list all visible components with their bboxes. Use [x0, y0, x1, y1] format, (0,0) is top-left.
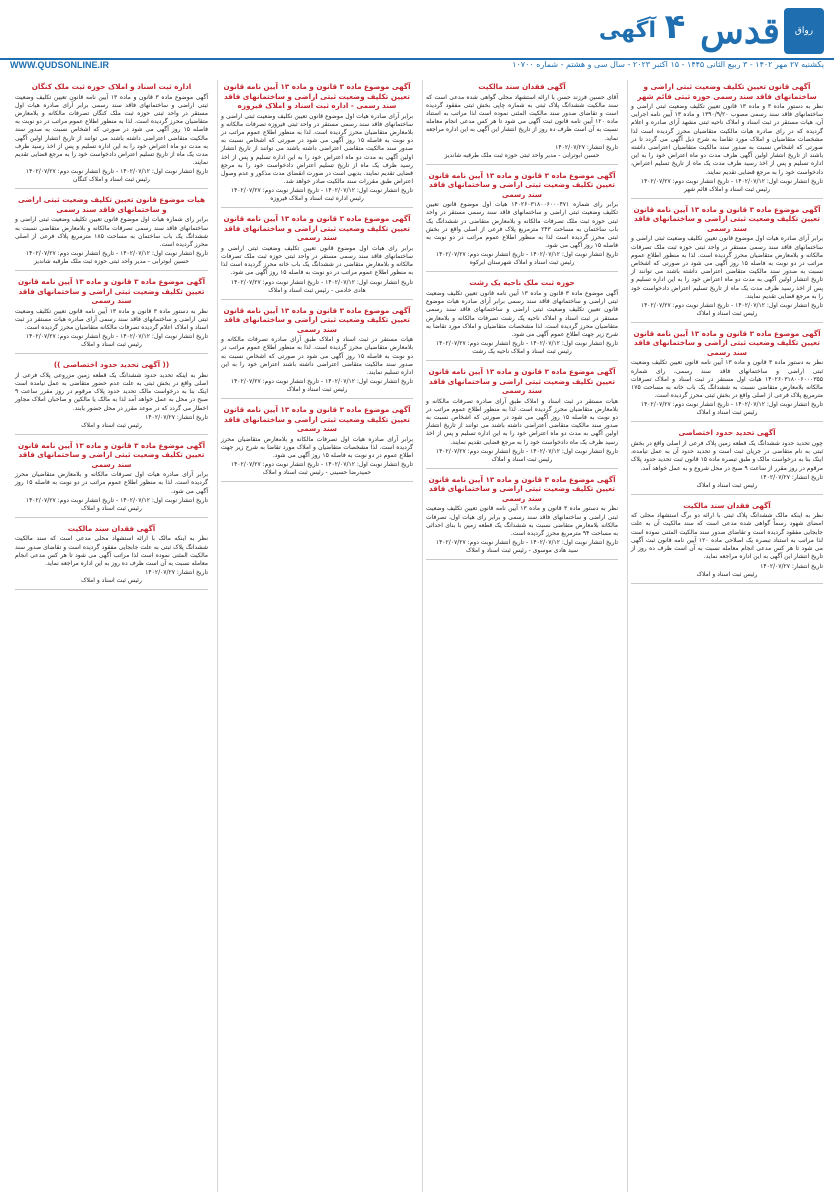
notice-date: تاریخ انتشار نوبت اول: ۱۴۰۲/۰۷/۱۲ - تاریخ انتشار نوبت دوم: ۱۴۰۲/۰۷/۲۷: [435, 251, 618, 259]
notice-signature: حمیدرضا حسینی - رئیس ثبت اسناد و املاک: [262, 469, 372, 477]
legal-notice: [631, 82, 823, 199]
notice-signature: رئیس اداره ثبت اسناد و املاک فیروزه: [270, 195, 364, 203]
notice-title: آگهی فقدان سند مالکیت: [683, 500, 771, 510]
notice-body: برابر آرای صادره هیات اول تصرفات مالکانه و بلامعارض متقاضیان محرز گردیده است. لذا به منظور اطلاع عموم مراتب در دو نوبت به فاصله ۱۵ روز آگهی می شود.: [15, 471, 208, 495]
notice-title: آگهی موضوع ماده ۳ قانون و ماده ۱۳ آیین نامه قانون تعیین تکلیف وضعیت ثبتی اراضی و ساختمانهای فاقد سند رسمی: [633, 204, 821, 233]
notice-title: آگهی فقدان سند مالکیت: [478, 82, 566, 91]
notice-title: اداره ثبت اسناد و املاک حوزه ثبت ملک کنگان: [31, 82, 192, 91]
notice-body: نظر به دستور ماده ۳ و ماده ۱۳ قانون تعیین تکلیف وضعیت ثبتی اراضی و ساختمانهای فاقد سند رسمی مصوب ۱۳۹۰/۹/۲۰ و ماده ۱۳ آیین نامه اجرایی آن، هیات مستقر در ثبت اسناد و املاک ناحیه ثبتی مشهد آرای صادره و اعلام گردیده که در رای صادره هیات مالکیت متقاضیان محرز گردیده است لذا مشخصات متقاضیان و املاک مورد تقاضا به شرح ذیل آگهی می گردد تا در صورتی که اشخاص نسبت به صدور سند مالکیت متقاضیان اعتراضی داشته باشند از تاریخ انتشار اولین آگهی ظرف مدت دو ماه اعتراض خود را به این اداره تسلیم و پس از اخذ رسید ظرف مدت یک ماه از تاریخ تسلیم اعتراض، دادخواست خود را به مرجع قضایی تقدیم نمایند.: [631, 103, 823, 176]
notice-date: تاریخ انتشار نوبت اول: ۱۴۰۲/۰۷/۱۲ - تاریخ انتشار نوبت دوم: ۱۴۰۲/۰۷/۲۷: [230, 278, 413, 286]
notice-signature: رئیس ثبت اسناد و املاک: [491, 455, 553, 463]
legal-notice: [426, 367, 618, 469]
legal-notice: [631, 501, 823, 584]
notice-body: آقای حسین فرزند حسن با ارائه استشهاد محلی گواهی شده مدعی است که سند مالکیت ششدانگ پلاک ثبتی به شماره چاپی بخش ثبتی مفقود گردیده است و تقاضای صدور سند مالکیت المثنی نموده است لذا مراتب به استناد ماده ۱۲۰ آیین نامه قانون ثبت آگهی می شود تا هر کس مدعی انجام معامله نسبت به آن است ظرف ده روز از تاریخ انتشار این آگهی به این اداره مراجعه نماید.: [426, 93, 619, 142]
notice-date: تاریخ انتشار نوبت اول: ۱۴۰۲/۰۷/۱۲ - تاریخ انتشار نوبت دوم: ۱۴۰۲/۰۷/۲۷: [25, 496, 208, 504]
notice-signature: رئیس ثبت اسناد و املاک کنگان: [73, 176, 150, 184]
notice-date: تاریخ انتشار نوبت اول: ۱۴۰۲/۰۷/۱۲ - تاریخ انتشار نوبت دوم: ۱۴۰۲/۰۷/۲۷: [230, 378, 413, 386]
notice-title: آگهی موضوع ماده ۳ قانون و ماده ۱۳ آیین نامه قانون تعیین تکلیف وضعیت ثبتی اراضی و ساختمانهای فاقد سند رسمی: [428, 170, 616, 199]
column-3: [217, 80, 416, 1192]
page-number: ۴: [664, 7, 686, 47]
notice-title: حوزه ثبت ملک ناحیه یک رشت: [469, 278, 575, 288]
legal-notice: [221, 306, 413, 400]
column-2: [422, 80, 621, 1192]
notice-signature: رئیس ثبت اسناد و املاک شهرستان ابرکوه: [469, 259, 575, 267]
notice-date: تاریخ انتشار نوبت اول: ۱۴۰۲/۰۷/۱۲ - تاریخ انتشار نوبت دوم: ۱۴۰۲/۰۷/۲۷: [25, 333, 208, 341]
notice-title: هیات موضوع قانون تعیین تکلیف وضعیت ثبتی اراضی و ساختمانهای فاقد سند رسمی: [18, 195, 205, 214]
notice-signature: رئیس ثبت اسناد و املاک: [696, 481, 758, 489]
notice-title: آگهی موضوع ماده ۳ قانون و ماده ۱۳ آیین نامه قانون تعیین تکلیف وضعیت ثبتی اراضی و ساختمانهای فاقد سند رسمی: [428, 367, 616, 396]
notice-signature: رئیس ثبت اسناد و املاک قائم شهر: [683, 185, 771, 193]
notice-body: برابر آرای صادره هیات اول تصرفات مالکانه و بلامعارض متقاضیان محرز گردیده است. لذا مشخصات متقاضیان و املاک مورد تقاضا به شرح زیر جهت اطلاع عموم در دو نوبت به فاصله ۱۵ روز آگهی می شود.: [221, 435, 413, 460]
notice-body: برابر رای شماره ۱۴۰۲۶۰۳۱۸۰۰۶۰۰۰۴۷۱ هیات اول موضوع قانون تعیین تکلیف وضعیت ثبتی اراضی و ساختمانهای فاقد سند رسمی مستقر در واحد ثبتی حوزه ثبت ملک تصرفات مالکانه و بلامعارض متقاضی در ششدانگ یک باب ساختمان به مساحت ۲۴۳ مترمربع پلاک فرعی از اصلی واقع در بخش ثبتی محرز گردیده است لذا به منظور اطلاع عموم مراتب در دو نوبت به فاصله ۱۵ روز آگهی می شود.: [426, 201, 618, 250]
logo-wordmark: قدس: [699, 10, 780, 52]
notice-signature: رئیس ثبت اسناد و املاک: [696, 409, 758, 417]
notice-date: تاریخ انتشار: ۱۴۰۲/۰۷/۲۷: [760, 473, 823, 481]
notice-title: آگهی موضوع ماده ۳ قانون و ماده ۱۳ آیین نامه قانون تعیین تکلیف وضعیت ثبتی اراضی و ساختمانهای فاقد سند رسمی: [17, 277, 206, 306]
notice-body: نظر به اینکه مالک ششدانگ پلاک ثبتی با ارائه دو برگ استشهاد محلی که امضای شهود رسماً گواهی شده مدعی است که سند مالکیت آن به علت جابجایی مفقود گردیده است و تقاضای صدور سند مالکیت المثنی نموده است لذا مراتب به استناد تبصره یک اصلاحی ماده ۱۲۰ آیین نامه قانون ثبت آگهی می شود تا هر کس مدعی انجام معامله نسبت به آن است ظرف ده روز از تاریخ انتشار این آگهی به این اداره مراجعه نماید.: [631, 512, 823, 561]
notice-title: آگهی موضوع ماده ۳ قانون و ماده ۱۳ آیین نامه قانون تعیین تکلیف وضعیت ثبتی اراضی و ساختمانهای فاقد سند رسمی: [223, 305, 411, 334]
legal-notice: [15, 360, 208, 435]
newspaper-logo[interactable]: [694, 6, 824, 56]
legal-notice: [631, 428, 823, 494]
legal-notice: [15, 524, 208, 590]
notice-date: تاریخ انتشار نوبت اول: ۱۴۰۲/۰۷/۱۲ - تاریخ انتشار نوبت دوم: ۱۴۰۲/۰۷/۲۷: [25, 250, 208, 258]
legal-notice: [426, 278, 618, 361]
notice-body: برابر آرای صادره هیات اول موضوع قانون تعیین تکلیف وضعیت ثبتی اراضی و ساختمانهای فاقد سند رسمی مستقر در واحد ثبتی حوزه ثبت ملک تصرفات مالکانه و بلامعارض متقاضیان محرز گردیده است. لذا به منظور اطلاع عموم مراتب در دو نوبت به فاصله ۱۵ روز آگهی می شود در صورتی که اشخاص نسبت به صدور سند مالکیت متقاضی اعتراضی داشته باشند می توانند از تاریخ انتشار اولین آگهی به مدت دو ماه اعتراض خود را به این اداره تسلیم و پس از اخذ رسید ظرف مدت یک ماه از تاریخ تسلیم اعتراض دادخواست خود را به مرجع قضایی تقدیم نمایند.: [631, 235, 824, 300]
notice-signature: حسین ابوترابی - مدیر واحد ثبتی حوزه ثبت ملک طرقبه شاندیز: [34, 258, 189, 266]
legal-notice: [631, 329, 823, 423]
notice-signature: رئیس ثبت اسناد و املاک: [81, 577, 142, 585]
legal-notice: [426, 82, 618, 165]
notice-body: برابر رای شماره هیات اول موضوع قانون تعیین تکلیف وضعیت ثبتی اراضی و ساختمانهای فاقد سند رسمی تصرفات مالکانه و بلامعارض متقاضی نسبت به ششدانگ یک باب ساختمان به مساحت ۱۸۵ مترمربع پلاک فرعی از اصلی محرز گردیده است.: [15, 216, 209, 248]
notice-date: تاریخ انتشار نوبت اول: ۱۴۰۲/۰۷/۱۲ - تاریخ انتشار نوبت دوم: ۱۴۰۲/۰۷/۲۷: [435, 539, 618, 547]
column-1: [627, 80, 826, 1192]
notice-title: آگهی فقدان سند مالکیت: [67, 523, 156, 533]
legal-notice: [15, 277, 208, 354]
notice-body: نظر به دستور ماده ۳ قانون و ماده ۱۳ آیین نامه قانون تعیین تکلیف وضعیت ثبتی اراضی و ساختمانهای فاقد سند رسمی آرای صادره هیات مستقر در ثبت اسناد و املاک اعلام گردیده تصرفات مالکانه متقاضیان محرز گردیده است.: [15, 307, 208, 332]
site-url-link[interactable]: WWW.QUDSONLINE.IR: [10, 60, 109, 70]
notice-title: آگهی موضوع ماده ۳ قانون و ماده ۱۳ آیین نامه قانون تعیین تکلیف وضعیت ثبتی اراضی و ساختمانهای فاقد سند رسمی: [633, 328, 821, 357]
notice-date: تاریخ انتشار: ۱۴۰۲/۰۷/۲۷: [145, 569, 208, 577]
notice-body: نظر به اینکه مالک با ارائه استشهاد محلی مدعی است که سند مالکیت ششدانگ پلاک ثبتی به علت جابجایی مفقود گردیده است و تقاضای صدور سند مالکیت المثنی نموده است لذا مراتب آگهی می شود تا هر کس مدعی انجام معامله نسبت به آن است ظرف ده روز به این اداره مراجعه نماید.: [15, 535, 208, 567]
notice-body: برابر رای هیات اول موضوع قانون تعیین تکلیف وضعیت ثبتی اراضی و ساختمانهای فاقد سند رسمی مستقر در واحد ثبتی حوزه ثبت ملک تصرفات مالکانه و بلامعارض متقاضی در ششدانگ یک باب خانه محرز گردیده است لذا به منظور اطلاع عموم مراتب در دو نوبت به فاصله ۱۵ روز آگهی می شود.: [221, 244, 413, 277]
notice-body: نظر به دستور ماده ۳ قانون و ماده ۱۳ آیین نامه قانون تعیین تکلیف وضعیت ثبتی اراضی و ساختمانهای فاقد سند رسمی، رای شماره ۱۴۰۲۶۰۳۱۸۰۰۶۰۰۰۳۵۵ هیات اول مستقر در ثبت اسناد و املاک تصرفات مالکانه بلامعارض متقاضی نسبت به ششدانگ یک باب خانه به مساحت ۱۷۵ مترمربع پلاک فرعی از اصلی واقع در بخش ثبتی محرز گردیده است.: [631, 359, 823, 400]
notice-title: آگهی موضوع ماده ۳ قانون و ماده ۱۳ آیین نامه قانون تعیین تکلیف وضعیت ثبتی اراضی و ساختمانهای فاقد سند رسمی: [223, 214, 411, 243]
column-4: [12, 80, 211, 1192]
notice-title: آگهی موضوع ماده ۳ قانون و ماده ۱۳ آیین نامه قانون تعیین تکلیف وضعیت ثبتی اراضی و ساختمانهای فاقد سند رسمی: [428, 474, 616, 503]
notice-body: هیات مستقر در ثبت اسناد و املاک طبق آرای صادره تصرفات مالکانه و بلامعارض متقاضیان محرز گردیده است. لذا به منظور اطلاع عموم مراتب در دو نوبت به فاصله ۱۵ روز آگهی می شود در صورتی که اشخاص نسبت به صدور سند مالکیت متقاضی اعتراضی داشته باشند اعتراض خود را به این اداره تسلیم نمایند.: [221, 336, 413, 376]
notice-date: تاریخ انتشار نوبت اول: ۱۴۰۲/۰۷/۱۲ - تاریخ انتشار نوبت دوم: ۱۴۰۲/۰۷/۲۷: [230, 187, 413, 195]
issue-date-line: یکشنبه ۲۷ مهر ۱۴۰۲ - ۳ ربیع الثانی ۱۴۴۵ - ۱۵ اکتبر ۲۰۲۳ - سال سی و هشتم - شماره ۱۰۷۰۰: [512, 60, 824, 69]
notice-date: تاریخ انتشار: ۱۴۰۲/۰۷/۲۷: [145, 413, 208, 421]
notice-date: تاریخ انتشار: ۱۴۰۲/۰۷/۲۷: [760, 562, 823, 570]
notice-title: آگهی تحدید حدود اختصاصی: [678, 428, 776, 438]
notice-signature: رئیس ثبت اسناد و املاک: [286, 386, 348, 394]
legal-notice: [426, 171, 618, 273]
notice-title: آگهی موضوع ماده ۳ قانون و ماده ۱۳ آیین نامه قانون تعیین تکلیف وضعیت ثبتی اراضی و ساختمانهای فاقد سند رسمی - اداره ثبت اسناد و املاک فیروزه: [223, 82, 411, 110]
section-title: آگهی: [598, 18, 656, 43]
notice-date: تاریخ انتشار نوبت اول: ۱۴۰۲/۰۷/۱۲ - تاریخ انتشار نوبت دوم: ۱۴۰۲/۰۷/۲۷: [230, 461, 413, 469]
notice-signature: رئیس ثبت اسناد و املاک: [81, 341, 142, 349]
legal-notice: [221, 82, 413, 208]
notice-date: تاریخ انتشار نوبت اول: ۱۴۰۲/۰۷/۱۲ - تاریخ انتشار نوبت دوم: ۱۴۰۲/۰۷/۲۷: [640, 177, 823, 185]
notice-body: نظر به دستور ماده ۳ قانون و ماده ۱۳ آیین نامه قانون تعیین تکلیف وضعیت ثبتی اراضی و ساختمانهای فاقد سند رسمی و برابر رای هیات اول، تصرفات مالکانه بلامعارض متقاضی نسبت به ششدانگ یک قطعه زمین با بنای احداثی به مساحت ۹۴ مترمربع محرز گردیده است.: [426, 505, 618, 537]
page-header: [0, 0, 834, 78]
notice-body: آگهی موضوع ماده ۳ قانون و ماده ۱۳ آیین نامه قانون تعیین تکلیف وضعیت ثبتی اراضی و ساختمانهای فاقد سند رسمی برابر آرای صادره هیات اول مستقر در واحد ثبتی حوزه ثبت ملک کنگان تصرفات مالکانه و بلامعارض متقاضیان محرز گردیده است. لذا به منظور اطلاع عموم مراتب در دو نوبت به فاصله ۱۵ روز آگهی می شود در صورتی که اشخاص نسبت به صدور سند مالکیت متقاضی اعتراضی داشته باشند می توانند از تاریخ انتشار اولین آگهی به مدت دو ماه اعتراض خود را به این اداره تسلیم و پس از اخذ رسید ظرف مدت یک ماه از تاریخ تسلیم اعتراض دادخواست خود را به مرجع قضایی تقدیم نمایند.: [15, 93, 208, 167]
notice-signature: رئیس ثبت اسناد و املاک: [696, 309, 758, 317]
legal-notice: [15, 195, 208, 271]
notice-signature: حسین ابوترابی - مدیر واحد ثبتی حوزه ثبت ملک طرقبه شاندیز: [444, 151, 600, 159]
notice-date: تاریخ انتشار نوبت اول: ۱۴۰۲/۰۷/۱۲ - تاریخ انتشار نوبت دوم: ۱۴۰۲/۰۷/۲۷: [435, 447, 618, 455]
notice-signature: رئیس ثبت اسناد و املاک: [81, 504, 142, 512]
legal-notice: [631, 205, 823, 323]
legal-notice: [221, 405, 413, 482]
notice-body: آگهی موضوع ماده ۳ قانون و ماده ۱۳ آیین نامه قانون تعیین تکلیف وضعیت ثبتی اراضی و ساختمانهای فاقد سند رسمی برابر آرای صادره هیات موضوع قانون تعیین تکلیف وضعیت ثبتی اراضی و ساختمانهای فاقد سند رسمی مستقر در ثبت اسناد و املاک ناحیه یک رشت تصرفات مالکانه و بلامعارض متقاضیان محرز گردیده است. لذا مشخصات متقاضیان و املاک مورد تقاضا به شرح زیر جهت اطلاع عموم آگهی می شود.: [426, 289, 618, 338]
notice-title: آگهی قانون تعیین تکلیف وضعیت ثبتی اراضی و ساختمانهای فاقد سند رسمی حوزه ثبتی قائم شهر: [637, 82, 817, 101]
notice-date: تاریخ انتشار نوبت اول: ۱۴۰۲/۰۷/۱۲ - تاریخ انتشار نوبت دوم: ۱۴۰۲/۰۷/۲۷: [435, 340, 618, 348]
notice-signature: رئیس ثبت اسناد و املاک: [81, 421, 142, 429]
notice-body: برابر آرای صادره هیات اول موضوع قانون تعیین تکلیف وضعیت ثبتی اراضی و ساختمانهای فاقد سند رسمی مستقر در واحد ثبتی فیروزه تصرفات مالکانه و بلامعارض متقاضیان محرز گردیده است. لذا به منظور اطلاع عموم مراتب در دو نوبت به فاصله ۱۵ روز آگهی می شود در صورتی که اشخاص نسبت به صدور سند مالکیت متقاضی اعتراضی داشته باشند می توانند از تاریخ انتشار اولین آگهی به مدت دو ماه اعتراض خود را به این اداره تسلیم و پس از اخذ رسید ظرف یک ماه از تاریخ تسلیم اعتراض دادخواست خود را به مرجع قضایی تقدیم نمایند. بدیهی است در صورت انقضای مدت مذکور و عدم وصول اعتراض طبق مقررات سند مالکیت صادر خواهد شد.: [221, 112, 413, 186]
notice-date: تاریخ انتشار: ۱۴۰۲/۰۷/۲۷: [555, 143, 618, 151]
notice-date: تاریخ انتشار نوبت اول: ۱۴۰۲/۰۷/۱۲ - تاریخ انتشار نوبت دوم: ۱۴۰۲/۰۷/۲۷: [640, 301, 823, 309]
notice-signature: رئیس ثبت اسناد و املاک ناحیه یک رشت: [472, 348, 572, 356]
notice-title: آگهی موضوع ماده ۳ قانون و ماده ۱۳ آیین نامه قانون تعیین تکلیف وضعیت ثبتی اراضی و ساختمانهای فاقد سند رسمی: [223, 405, 411, 434]
notice-columns: [8, 80, 826, 1192]
notice-date: تاریخ انتشار نوبت اول: ۱۴۰۲/۰۷/۱۲ - تاریخ انتشار نوبت دوم: ۱۴۰۲/۰۷/۲۷: [640, 401, 823, 409]
notice-signature: رئیس ثبت اسناد و املاک: [696, 570, 758, 578]
legal-notice: [15, 82, 208, 189]
notice-title: (( آگهی تحدید حدود اختصاصی )): [53, 360, 170, 370]
notice-body: هیات مستقر در ثبت اسناد و املاک طبق آرای صادره تصرفات مالکانه و بلامعارض متقاضیان محرز گردیده است. لذا به منظور اطلاع عموم مراتب در دو نوبت به فاصله ۱۵ روز آگهی می شود در صورتی که اشخاص نسبت به صدور سند مالکیت متقاضی اعتراضی داشته باشند می توانند از تاریخ انتشار اولین آگهی به مدت دو ماه اعتراض خود را به این اداره تسلیم و پس از اخذ رسید ظرف یک ماه دادخواست خود را به مرجع قضایی تقدیم نمایند.: [426, 397, 618, 446]
notice-signature: سید هادی موسوی - رئیس ثبت اسناد و املاک: [465, 547, 579, 555]
notice-date: تاریخ انتشار نوبت اول: ۱۴۰۲/۰۷/۱۲ - تاریخ انتشار نوبت دوم: ۱۴۰۲/۰۷/۲۷: [25, 168, 208, 176]
legal-notice: [221, 214, 413, 299]
notice-title: آگهی موضوع ماده ۳ قانون و ماده ۱۳ آیین نامه قانون تعیین تکلیف وضعیت ثبتی اراضی و ساختمانهای فاقد سند رسمی: [17, 440, 206, 469]
notice-signature: هادی خادمی - رئیس ثبت اسناد و املاک: [268, 286, 366, 294]
legal-notice: [426, 475, 618, 560]
notice-body: نظر به اینکه تحدید حدود ششدانگ یک قطعه زمین مزروعی پلاک فرعی از اصلی واقع در بخش ثبتی به علت عدم حضور متقاضی به عمل نیامده است اینک بنا به درخواست مالک تحدید حدود پلاک مرقوم در روز مقرر ساعت ۹ صبح در محل به عمل خواهد آمد لذا به مالک یا مالکین و صاحبان املاک مجاور اخطار می گردد که در موعد مقرر در محل حضور یابند.: [15, 371, 208, 412]
logo-seal-icon: رواق: [784, 8, 824, 54]
notice-body: چون تحدید حدود ششدانگ یک قطعه زمین پلاک فرعی از اصلی واقع در بخش ثبتی به نام متقاضی در جریان ثبت است و تحدید حدود آن به عمل نیامده، اینک بنا به درخواست مالک و طبق تبصره ماده ۱۵ قانون ثبت تحدید حدود پلاک مرقوم در روز مقرر از ساعت ۹ صبح در محل شروع و به عمل خواهد آمد.: [631, 439, 823, 472]
legal-notice: [15, 441, 208, 518]
